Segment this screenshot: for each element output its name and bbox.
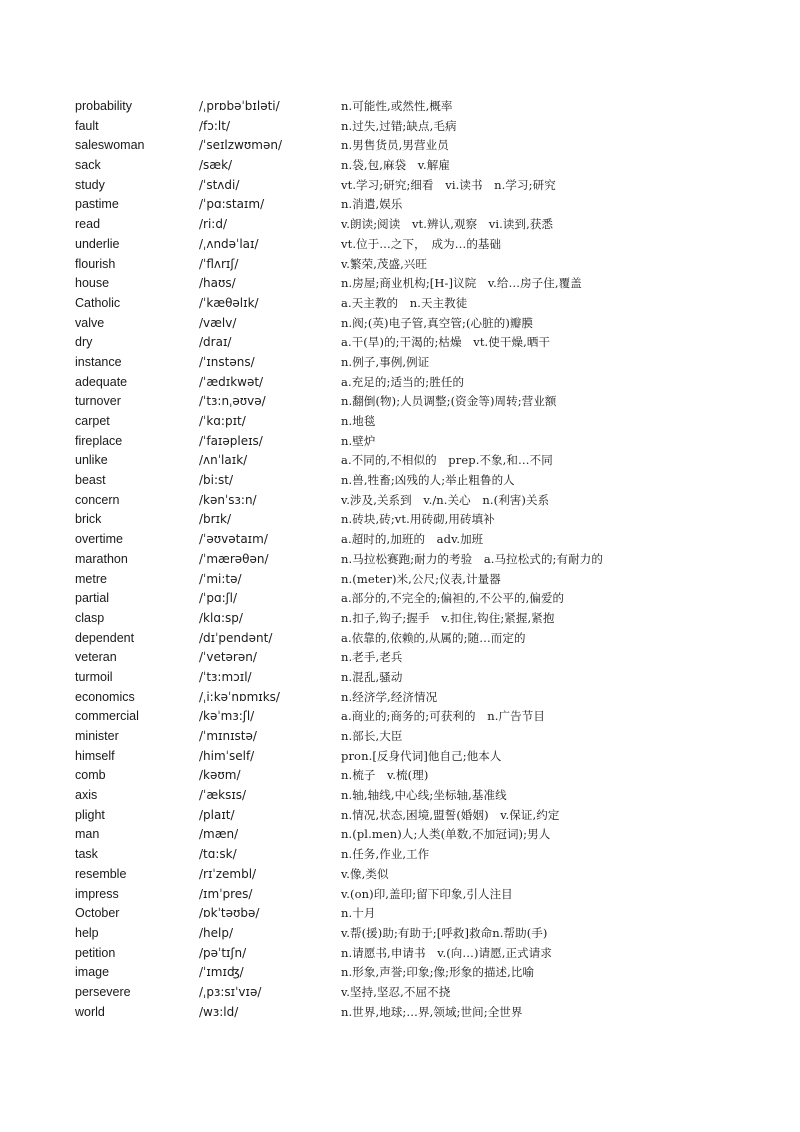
vocab-row xyxy=(0,294,800,314)
vocab-word: beast xyxy=(75,473,106,488)
vocab-definition: vt.学习;研究;细看 vi.读书 n.学习;研究 xyxy=(341,177,556,192)
vocab-row xyxy=(0,550,800,570)
vocab-phonetic: /ˈkæθəlɪk/ xyxy=(199,295,259,310)
vocab-word: dependent xyxy=(75,630,135,645)
vocab-word: Catholic xyxy=(75,295,121,310)
vocab-phonetic: /draɪ/ xyxy=(199,335,232,350)
vocab-phonetic: /pəˈtɪʃn/ xyxy=(199,945,247,960)
vocab-row xyxy=(0,235,800,255)
vocab-definition: n.袋,包,麻袋 v.解雇 xyxy=(341,158,450,173)
vocab-definition: n.请愿书,申请书 v.(向…)请愿,正式请求 xyxy=(341,945,552,960)
vocab-word: flourish xyxy=(75,256,116,271)
vocab-row xyxy=(0,412,800,432)
vocab-word: persevere xyxy=(75,984,131,999)
vocab-word: brick xyxy=(75,512,102,527)
vocab-definition: a.不同的,不相似的 prep.不象,和…不同 xyxy=(341,453,553,468)
vocab-row xyxy=(0,786,800,806)
vocab-phonetic: /ˈmɪnɪstə/ xyxy=(199,729,257,743)
vocab-row xyxy=(0,451,800,471)
vocab-row xyxy=(0,510,800,530)
vocab-row xyxy=(0,136,800,156)
vocab-phonetic: /ˌʌndəˈlaɪ/ xyxy=(199,236,259,251)
vocab-list xyxy=(0,97,800,1022)
vocab-row xyxy=(0,747,800,767)
vocab-word: man xyxy=(75,827,100,842)
vocab-row xyxy=(0,215,800,235)
vocab-phonetic: /rɪˈzembl/ xyxy=(199,866,257,881)
vocab-definition: v.朗读;阅读 vt.辨认,观察 vi.读到,获悉 xyxy=(341,217,554,232)
vocab-word: economics xyxy=(75,689,135,704)
vocab-definition: n.阀;(英)电子管,真空管;(心脏的)瓣膜 xyxy=(341,315,534,330)
vocab-word: instance xyxy=(75,354,122,369)
vocab-row xyxy=(0,530,800,550)
vocab-word: marathon xyxy=(75,551,128,566)
vocab-definition: pron.[反身代词]他自己;他本人 xyxy=(341,748,502,763)
vocab-definition: vt.位于…之下， 成为…的基础 xyxy=(341,236,502,251)
vocab-definition: n.世界,地球;…界,领域;世间;全世界 xyxy=(341,1004,523,1019)
vocab-row xyxy=(0,176,800,196)
vocab-definition: n.(meter)米,公尺;仪表,计量器 xyxy=(341,571,501,586)
vocab-row xyxy=(0,944,800,964)
vocab-definition: n.砖块,砖;vt.用砖砌,用砖填补 xyxy=(341,512,495,527)
vocab-phonetic: /mæn/ xyxy=(199,827,239,842)
vocab-phonetic: /sæk/ xyxy=(199,158,233,173)
vocab-word: valve xyxy=(75,315,105,330)
vocab-row xyxy=(0,963,800,983)
vocab-phonetic: /ˈtɜ:nˌəʊvə/ xyxy=(199,394,266,409)
vocab-row xyxy=(0,1003,800,1023)
vocab-phonetic: /brɪk/ xyxy=(199,512,232,527)
vocab-word: impress xyxy=(75,886,119,901)
vocab-definition: n.马拉松赛跑;耐力的考验 a.马拉松式的;有耐力的 xyxy=(341,551,603,566)
vocab-phonetic: /ˈmærəθən/ xyxy=(199,551,269,566)
vocab-word: adequate xyxy=(75,374,128,389)
vocab-definition: n.轴,轴线,中心线;坐标轴,基准线 xyxy=(341,788,507,803)
vocab-definition: n.壁炉 xyxy=(341,433,376,448)
vocab-definition: a.超时的,加班的 adv.加班 xyxy=(341,532,484,547)
vocab-phonetic: /kəˈmɜ:ʃl/ xyxy=(199,709,255,724)
vocab-row xyxy=(0,589,800,609)
vocab-row xyxy=(0,333,800,353)
vocab-row xyxy=(0,924,800,944)
vocab-word: image xyxy=(75,965,110,980)
vocab-word: world xyxy=(75,1004,105,1019)
vocab-definition: n.可能性,或然性,概率 xyxy=(341,99,453,113)
vocab-phonetic: /ˈɪmɪʤ/ xyxy=(199,965,244,980)
vocab-word: commercial xyxy=(75,709,139,724)
vocab-definition: a.依靠的,依赖的,从属的;随…而定的 xyxy=(341,630,526,645)
vocab-phonetic: /ri:d/ xyxy=(199,217,228,232)
vocab-word: minister xyxy=(75,729,119,743)
vocab-phonetic: /ˈædɪkwət/ xyxy=(199,374,264,389)
vocab-phonetic: /ˈəʊvətaɪm/ xyxy=(199,532,268,547)
vocab-definition: n.过失,过错;缺点,毛病 xyxy=(341,118,457,133)
vocab-row xyxy=(0,688,800,708)
vocab-row xyxy=(0,274,800,294)
vocab-phonetic: /ɒkˈtəʊbə/ xyxy=(199,906,260,921)
vocab-definition: n.梳子 v.梳(理) xyxy=(341,768,429,783)
vocab-word: study xyxy=(75,177,105,192)
vocab-phonetic: /ˌprɒbəˈbɪləti/ xyxy=(199,99,280,113)
vocab-row xyxy=(0,314,800,334)
vocab-phonetic: /ˈvetərən/ xyxy=(199,650,257,665)
vocab-definition: n.男售货员,男营业员 xyxy=(341,138,449,153)
vocab-row xyxy=(0,392,800,412)
vocab-row xyxy=(0,648,800,668)
vocab-definition: a.充足的;适当的;胜任的 xyxy=(341,374,465,389)
vocab-row xyxy=(0,432,800,452)
vocab-phonetic: /ˈpɑ:ʃl/ xyxy=(199,591,238,606)
vocab-word: help xyxy=(75,925,99,940)
vocab-definition: n.(pl.men)人;人类(单数,不加冠词);男人 xyxy=(341,827,551,842)
vocab-phonetic: /himˈself/ xyxy=(199,748,255,763)
vocab-definition: n.经济学,经济情况 xyxy=(341,689,438,704)
vocab-phonetic: /kəʊm/ xyxy=(199,768,241,783)
vocab-row xyxy=(0,491,800,511)
vocab-row xyxy=(0,885,800,905)
vocab-row xyxy=(0,629,800,649)
vocab-definition: v.繁荣,茂盛,兴旺 xyxy=(341,256,428,271)
vocab-row xyxy=(0,156,800,176)
vocab-row xyxy=(0,707,800,727)
vocab-definition: n.情况,状态,困境,盟誓(婚姻) v.保证,约定 xyxy=(341,807,560,822)
vocab-word: underlie xyxy=(75,236,120,251)
vocab-word: turnover xyxy=(75,394,121,409)
vocab-phonetic: /wɜ:ld/ xyxy=(199,1004,239,1019)
vocab-definition: n.混乱,骚动 xyxy=(341,669,403,684)
vocab-definition: n.十月 xyxy=(341,906,376,921)
vocab-phonetic: /vælv/ xyxy=(199,315,237,330)
vocab-row xyxy=(0,195,800,215)
vocab-word: overtime xyxy=(75,532,123,547)
vocab-word: axis xyxy=(75,788,98,803)
vocab-definition: v.(on)印,盖印;留下印象,引人注目 xyxy=(341,886,513,901)
vocab-word: clasp xyxy=(75,610,105,625)
vocab-phonetic: /klɑ:sp/ xyxy=(199,610,243,625)
vocab-phonetic: /ˈkɑ:pɪt/ xyxy=(199,414,246,428)
vocab-row xyxy=(0,471,800,491)
vocab-row xyxy=(0,255,800,275)
vocab-word: metre xyxy=(75,571,107,586)
vocab-word: October xyxy=(75,906,120,921)
vocab-phonetic: /fɔ:lt/ xyxy=(199,118,230,133)
vocab-phonetic: /tɑ:sk/ xyxy=(199,847,237,862)
vocab-phonetic: /ˈmi:tə/ xyxy=(199,571,242,586)
vocab-phonetic: /ˈæksɪs/ xyxy=(199,788,247,803)
vocab-word: himself xyxy=(75,748,115,763)
vocab-definition: n.翻倒(物);人员调整;(资金等)周转;营业额 xyxy=(341,394,557,409)
vocab-word: plight xyxy=(75,807,105,822)
vocab-phonetic: /ˈseɪlzwʊmən/ xyxy=(199,138,283,153)
vocab-phonetic: /haʊs/ xyxy=(199,276,236,291)
vocab-word: comb xyxy=(75,768,106,783)
vocab-word: house xyxy=(75,276,110,291)
vocab-word: pastime xyxy=(75,197,119,212)
vocab-word: saleswoman xyxy=(75,138,145,153)
vocab-definition: a.部分的,不完全的;偏袒的,不公平的,偏爱的 xyxy=(341,591,565,606)
vocab-row xyxy=(0,668,800,688)
vocab-row xyxy=(0,865,800,885)
vocab-row xyxy=(0,353,800,373)
vocab-row xyxy=(0,806,800,826)
vocab-definition: a.干(旱)的;干渴的;枯燥 vt.使干燥,晒干 xyxy=(341,335,551,350)
vocab-phonetic: /dɪˈpendənt/ xyxy=(199,630,273,645)
vocab-row xyxy=(0,983,800,1003)
vocab-definition: n.兽,牲畜;凶残的人;举止粗鲁的人 xyxy=(341,473,515,488)
vocab-definition: n.部长,大臣 xyxy=(341,729,403,743)
vocab-row xyxy=(0,570,800,590)
vocab-row xyxy=(0,97,800,117)
vocab-row xyxy=(0,845,800,865)
vocab-word: veteran xyxy=(75,650,117,665)
vocab-definition: n.消遣,娱乐 xyxy=(341,197,403,212)
vocab-phonetic: /ˈfaɪəpleɪs/ xyxy=(199,433,263,448)
vocab-word: fault xyxy=(75,118,99,133)
vocab-phonetic: /ˈpɑ:staɪm/ xyxy=(199,197,265,212)
vocab-definition: n.扣子,钩子;握手 v.扣住,钩住;紧握,紧抱 xyxy=(341,610,555,625)
vocab-word: fireplace xyxy=(75,433,123,448)
vocab-definition: n.形象,声誉;印象;像;形象的描述,比喻 xyxy=(341,965,535,980)
vocab-phonetic: /help/ xyxy=(199,925,234,940)
vocab-word: probability xyxy=(75,99,132,113)
vocab-phonetic: /ˈtɜ:mɔɪl/ xyxy=(199,669,252,684)
vocab-word: partial xyxy=(75,591,110,606)
vocab-phonetic: /plaɪt/ xyxy=(199,807,235,822)
vocab-word: concern xyxy=(75,492,120,507)
vocab-row xyxy=(0,904,800,924)
vocab-definition: n.老手,老兵 xyxy=(341,650,403,665)
vocab-word: task xyxy=(75,847,98,862)
vocab-definition: n.房屋;商业机构;[H-]议院 v.给…房子住,覆盖 xyxy=(341,276,582,291)
vocab-row xyxy=(0,117,800,137)
vocab-definition: n.任务,作业,工作 xyxy=(341,847,430,862)
vocab-phonetic: /ʌnˈlaɪk/ xyxy=(199,453,248,468)
vocab-word: turmoil xyxy=(75,669,113,684)
vocab-definition: v.帮(援)助;有助于;[呼救]救命n.帮助(手) xyxy=(341,925,548,940)
vocab-definition: v.涉及,关系到 v./n.关心 n.(利害)关系 xyxy=(341,492,550,507)
vocab-word: unlike xyxy=(75,453,108,468)
vocab-definition: a.商业的;商务的;可获利的 n.广告节目 xyxy=(341,709,545,724)
vocab-phonetic: /ˌi:kəˈnɒmɪks/ xyxy=(199,689,280,704)
vocab-definition: n.例子,事例,例证 xyxy=(341,354,430,369)
vocab-row xyxy=(0,825,800,845)
vocab-phonetic: /ˌpɜ:sɪˈvɪə/ xyxy=(199,984,262,999)
vocab-phonetic: /ɪmˈpres/ xyxy=(199,886,253,901)
vocab-word: sack xyxy=(75,158,101,173)
vocab-word: resemble xyxy=(75,866,127,881)
vocab-definition: v.像,类似 xyxy=(341,866,389,881)
vocab-word: carpet xyxy=(75,414,110,428)
vocab-row xyxy=(0,609,800,629)
vocab-word: read xyxy=(75,217,101,232)
vocab-definition: a.天主教的 n.天主教徒 xyxy=(341,295,468,310)
vocab-phonetic: /ˈɪnstəns/ xyxy=(199,354,255,369)
vocab-row xyxy=(0,766,800,786)
vocab-definition: n.地毯 xyxy=(341,414,376,428)
vocab-definition: v.坚持,坚忍,不屈不挠 xyxy=(341,984,451,999)
vocab-row xyxy=(0,727,800,747)
vocab-row xyxy=(0,373,800,393)
vocab-phonetic: /ˈstʌdi/ xyxy=(199,177,240,192)
vocab-word: petition xyxy=(75,945,116,960)
vocab-word: dry xyxy=(75,335,93,350)
vocab-phonetic: /kənˈsɜ:n/ xyxy=(199,492,257,507)
vocab-phonetic: /bi:st/ xyxy=(199,473,234,488)
vocab-phonetic: /ˈflʌrɪʃ/ xyxy=(199,256,239,271)
